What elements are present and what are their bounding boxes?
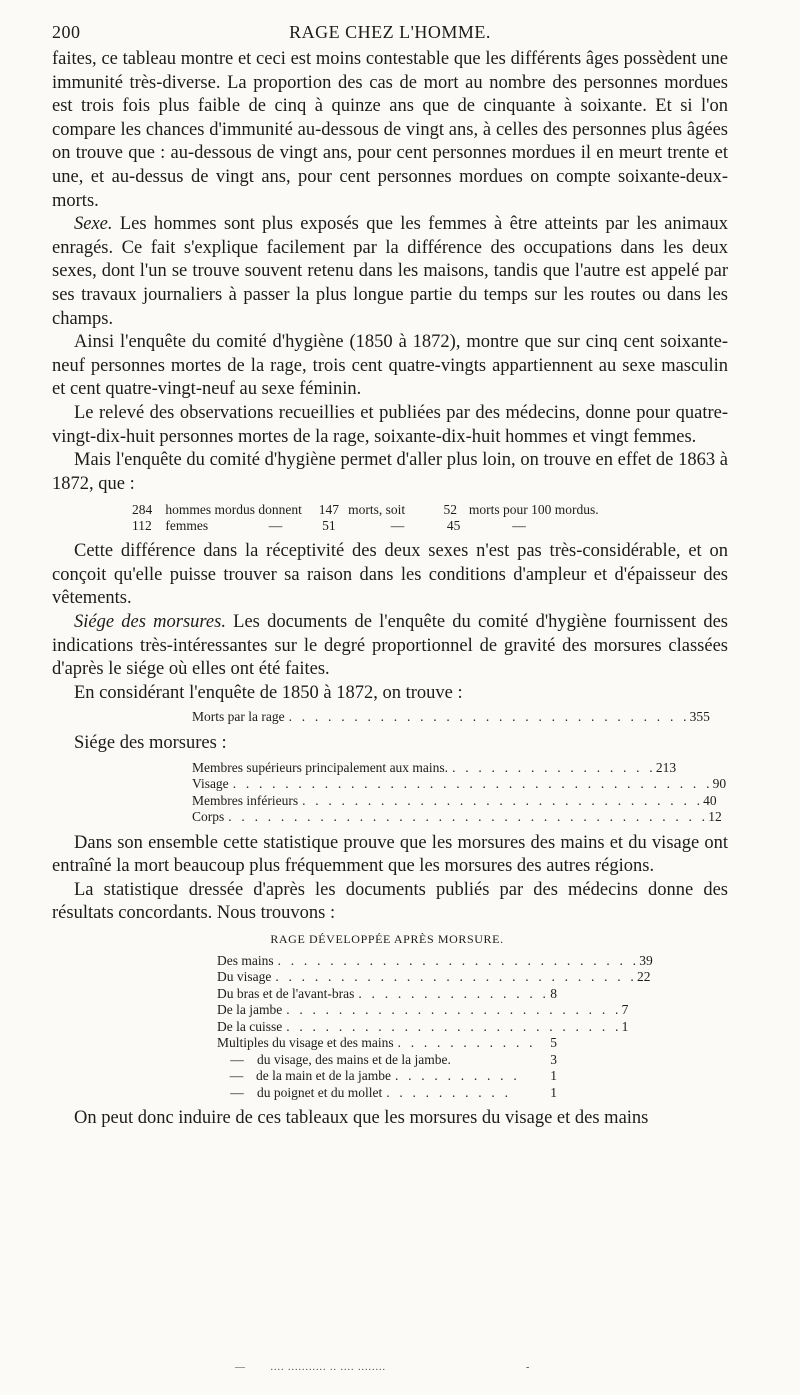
row-value: 40 [703,792,717,808]
rage-table [217,952,653,1102]
row-value: 90 [712,776,727,792]
cell-label: hommes mordus donnent [165,502,302,518]
paragraph-ensemble: Dans son ensemble cette statistique prouve que les morsures des mains et du visage ont entraîné la mort beaucoup plus fréquemment que les morsures des autres régions. [52,832,728,877]
row-label: du visage, des mains et de la jambe. [257,1051,451,1067]
leader-dots: . . . . . . . . . . . . . . . . . . . . . . . . . . . . . . . [302,792,704,808]
row-label: Corps [192,809,225,825]
cell-count: 112 [132,518,152,534]
paragraph-sexe [52,213,728,331]
row-label: Membres inférieurs [192,792,299,808]
row-label: de la main et de la jambe [256,1068,391,1084]
table-row [132,502,728,518]
leader-dots: . . . . . . . . . . . . . . . . . . . . . . . . . . . . . . . . . . . . . [228,809,709,825]
sex-table [132,502,728,534]
cell-tail: — [512,518,526,534]
row-value: 1 [550,1068,557,1084]
ditto-dash: — [230,1084,244,1100]
paragraph-conclusion: On peut donc induire de ces tableaux que les morsures du visage et des mains [74,1108,649,1129]
leader-dots: . . . . . . . . . . . . . . . . . . . . . . . . . . . . [275,969,637,985]
row-value: 39 [639,952,653,968]
cell-count: 284 [132,502,153,518]
row-label: Des mains [217,952,274,968]
row-label: De la cuisse [217,1018,283,1034]
row-label: Multiples du visage et des mains [217,1035,394,1051]
table-row [132,518,728,534]
running-title: RAGE CHEZ L'HOMME. [289,22,491,42]
table-row [217,1085,557,1102]
leader-dots: . . . . . . . . . . . . . . . . . . . . . . . . . . . . [277,952,640,968]
footer-rule: — .... ........... .. .... ........ - [235,1362,531,1373]
cell-ratio: 52 [443,502,457,518]
table-row [217,1068,557,1085]
siege-heading: Siége des morsures : [74,732,227,753]
deaths-total-table [192,709,710,726]
paragraph-difference: Cette différence dans la réceptivité des deux sexes n'est pas très-considérable, et on conçoit qu'elle puisse trouver sa raison dans les conditions d'ampleur et d'épaisseur des vêtements. [52,541,728,609]
leader-dots: . . . . . . . . . . . . . . . . . . . . . . . . . . [286,1018,622,1034]
cell-label: femmes [165,518,209,534]
paragraph-enquete-1850: Ainsi l'enquête du comité d'hygiène (1850 à 1872), montre que sur cinq cent soixante-neuf personnes mortes de la rage, trois cent quatre-vingts appartiennent au sexe masculin et cent quatre-vingt-neuf au sexe féminin. [52,332,728,400]
leader-dots: . . . . . . . . . . [386,1084,512,1100]
table-row [217,952,653,970]
section-heading-siege: Siége des morsures. [74,612,226,633]
paragraph-siege [52,611,728,682]
table-row [217,969,651,986]
rage-table-title: RAGE DÉVELOPPÉE APRÈS MORSURE. [270,931,504,946]
table-row [217,1018,629,1036]
ditto-dash: — [230,1051,244,1067]
row-label: Morts par la rage [192,709,285,725]
siege-table [192,759,727,826]
row-label: Du bras et de l'avant-bras [217,985,355,1001]
paragraph-statistique: La statistique dressée d'après les documents publiés par des médecins donne des résultats concordants. Nous trouvons : [52,879,728,924]
paragraph-considerant: En considérant l'enquête de 1850 à 1872, on trouve : [74,682,463,703]
row-value: 5 [550,1035,557,1051]
paragraph-siege-text: Les documents de l'enquête du comité d'hygiène fournissent des indications très-intéressantes sur le degré proportionnel de gravité des morsures classées d'après le siége où elles ont été faites. [52,612,728,680]
cell-ratio: 45 [446,518,461,534]
cell-deaths-word: — [390,518,405,534]
row-value: 1 [550,1084,557,1100]
row-label: Membres supérieurs principalement aux mains. [192,759,449,775]
table-row [192,709,710,726]
cell-dash: — [268,518,283,534]
row-value: 12 [708,809,722,825]
paragraph-releve: Le relevé des observations recueillies et publiées par des médecins, donne pour quatre-vingt-dix-huit personnes mortes de la rage, soixante-dix-huit hommes et vingt femmes. [52,402,728,447]
table-row [192,759,677,777]
section-heading-sexe: Sexe. [74,214,113,235]
leader-dots: . . . . . . . . . . [394,1068,520,1084]
row-value: 213 [655,759,677,775]
leader-dots: . . . . . . . . . . . . . . . . [452,759,656,775]
leader-dots: . . . . . . . . . . . . . . . [358,985,550,1001]
row-value: 8 [550,985,557,1001]
cell-deaths: 147 [318,502,339,518]
row-value: 3 [550,1051,557,1067]
table-row [192,776,727,793]
table-row [217,1052,557,1069]
leader-dots: . . . . . . . . . . . . . . . . . . . . . . . . . . [286,1002,622,1018]
paragraph-age-immunity: faites, ce tableau montre et ceci est moins contestable que les différents âges possèdent une immunité très-diverse. La proportion des cas de mort au nombre des personnes mordues est trois fois plus faible de cinq à quinze ans que de cinquante à soixante. Et si l'on compare les chances d'immunité au-dessous de vingt ans, à celles des personnes plus âgées on trouve que : au-dessous de vingt ans, pour cent personnes mordues il en meurt trente et une, et au-dessus de vingt ans, pour cent personnes mordues on compte soixante-deux-morts. [52,49,728,211]
row-label: du poignet et du mollet [257,1084,383,1100]
leader-dots: . . . . . . . . . . . [397,1035,536,1051]
row-label: De la jambe [217,1002,283,1018]
row-value: 7 [621,1002,629,1018]
leader-dots: . . . . . . . . . . . . . . . . . . . . . . . . . . . . . . . [288,709,690,725]
cell-tail: morts pour 100 mordus. [468,502,599,518]
table-row [192,809,722,826]
row-value: 22 [637,969,651,985]
row-value: 1 [621,1018,629,1034]
page [52,22,728,1131]
row-label: Visage [192,776,229,792]
row-value: 355 [689,709,710,725]
running-head [52,22,728,48]
cell-deaths: 51 [322,518,336,534]
paragraph-sexe-text: Les hommes sont plus exposés que les femmes à être atteints par les animaux enragés. Ce fait s'explique facilement par la différence des occupations dans les deux sexes, dont l'un se trouve souvent retenu dans les maisons, tandis que l'autre est appelé par ses travaux journaliers à passer la plus longue partie du temps sur les routes ou dans les champs. [52,214,728,329]
table-row [217,1002,629,1019]
row-label: Du visage [217,969,272,985]
cell-deaths-word: morts, soit [348,502,406,518]
paragraph-enquete-1863: Mais l'enquête du comité d'hygiène permet d'aller plus loin, on trouve en effet de 1863 à 1872, que : [52,450,728,494]
table-row [217,1035,557,1052]
table-row [192,792,717,810]
leader-dots: . . . . . . . . . . . . . . . . . . . . . . . . . . . . . . . . . . . . . [232,776,713,792]
ditto-dash: — [229,1068,244,1084]
page-number: 200 [52,22,81,42]
table-row [217,986,557,1003]
